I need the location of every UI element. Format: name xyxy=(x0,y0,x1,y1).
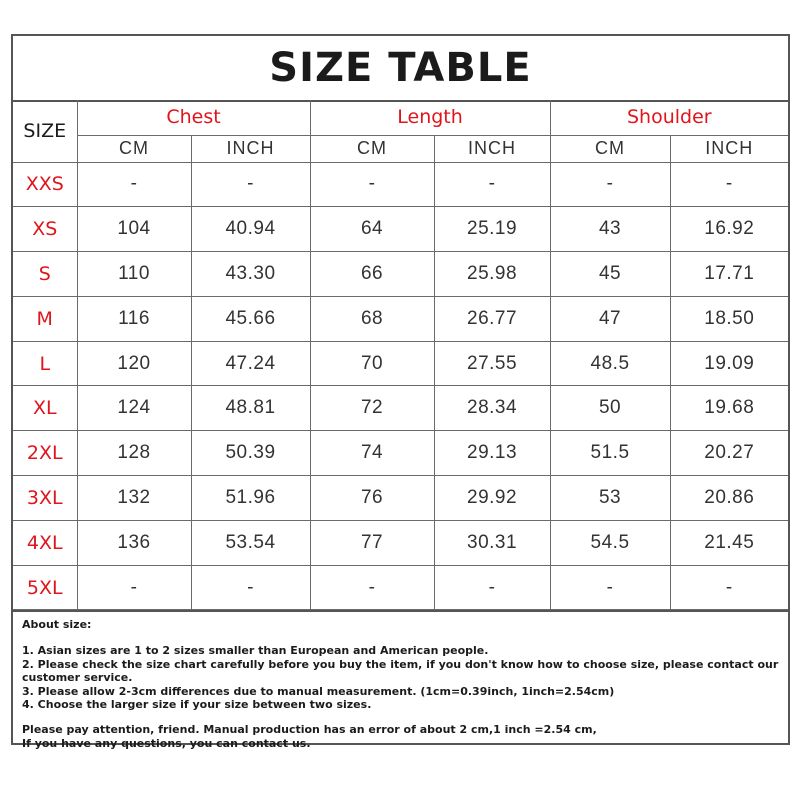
measurement-cell: 68 xyxy=(310,296,434,341)
table-row xyxy=(13,520,788,565)
measurement-cell: 53 xyxy=(550,476,670,521)
measurement-cell: 54.5 xyxy=(550,520,670,565)
measurement-cell: 64 xyxy=(310,207,434,252)
measurement-cell: 17.71 xyxy=(670,252,788,297)
measurement-cell: - xyxy=(434,565,550,610)
measurement-cell: 132 xyxy=(77,476,191,521)
footer-line: If you have any questions, you can contact us. xyxy=(22,736,311,750)
measurement-cell: 29.13 xyxy=(434,431,550,476)
measurement-cell: 104 xyxy=(77,207,191,252)
table-row xyxy=(13,207,788,252)
unit-inch-header: INCH xyxy=(434,135,550,162)
table-row xyxy=(13,341,788,386)
measurement-cell: 20.86 xyxy=(670,476,788,521)
measurement-cell: 28.34 xyxy=(434,386,550,431)
measurement-cell: 77 xyxy=(310,520,434,565)
table-row xyxy=(13,431,788,476)
measurement-cell: 76 xyxy=(310,476,434,521)
measurement-cell: 30.31 xyxy=(434,520,550,565)
measurement-cell: - xyxy=(191,565,310,610)
note-line: 4. Choose the larger size if your size between two sizes. xyxy=(22,698,372,712)
measurement-cell: - xyxy=(77,162,191,207)
measurement-cell: 21.45 xyxy=(670,520,788,565)
size-label: M xyxy=(13,296,77,341)
unit-inch-header: INCH xyxy=(670,135,788,162)
measurement-cell: 66 xyxy=(310,252,434,297)
measurement-cell: 43.30 xyxy=(191,252,310,297)
measurement-cell: - xyxy=(670,162,788,207)
measurement-cell: 43 xyxy=(550,207,670,252)
measurement-cell: - xyxy=(670,565,788,610)
measurement-cell: - xyxy=(77,565,191,610)
size-label: 5XL xyxy=(13,565,77,610)
measurement-cell: 16.92 xyxy=(670,207,788,252)
measurement-cell: 48.81 xyxy=(191,386,310,431)
size-label: 2XL xyxy=(13,431,77,476)
size-label: 4XL xyxy=(13,520,77,565)
measurement-cell: 116 xyxy=(77,296,191,341)
measurement-cell: 45 xyxy=(550,252,670,297)
measurement-cell: - xyxy=(310,565,434,610)
measurement-cell: 124 xyxy=(77,386,191,431)
size-label: XS xyxy=(13,207,77,252)
footer-line: Please pay attention, friend. Manual production has an error of about 2 cm,1 inch =2.54 cm, xyxy=(22,723,597,737)
measurement-cell: - xyxy=(310,162,434,207)
size-column-header: SIZE xyxy=(13,100,77,162)
unit-header-row xyxy=(13,135,788,162)
measurement-cell: 70 xyxy=(310,341,434,386)
size-chart-sheet xyxy=(11,34,790,750)
size-notes xyxy=(13,610,788,750)
measurement-cell: 27.55 xyxy=(434,341,550,386)
size-label: XL xyxy=(13,386,77,431)
measurement-cell: 40.94 xyxy=(191,207,310,252)
measurement-cell: 120 xyxy=(77,341,191,386)
measurement-cell: 51.96 xyxy=(191,476,310,521)
size-label: 3XL xyxy=(13,476,77,521)
measurement-cell: - xyxy=(550,162,670,207)
measurement-cell: 50 xyxy=(550,386,670,431)
unit-inch-header: INCH xyxy=(191,135,310,162)
measurement-cell: 51.5 xyxy=(550,431,670,476)
shoulder-header: Shoulder xyxy=(550,100,788,135)
measurement-cell: 53.54 xyxy=(191,520,310,565)
unit-cm-header: CM xyxy=(550,135,670,162)
size-label: XXS xyxy=(13,162,77,207)
measurement-cell: 25.19 xyxy=(434,207,550,252)
unit-cm-header: CM xyxy=(310,135,434,162)
measurement-cell: 19.09 xyxy=(670,341,788,386)
size-table-body xyxy=(13,100,788,610)
size-table xyxy=(13,100,788,610)
measurement-cell: 110 xyxy=(77,252,191,297)
chest-header: Chest xyxy=(77,100,310,135)
table-row xyxy=(13,252,788,297)
group-header-row xyxy=(13,100,788,135)
measurement-cell: 47.24 xyxy=(191,341,310,386)
measurement-cell: 19.68 xyxy=(670,386,788,431)
measurement-cell: 136 xyxy=(77,520,191,565)
measurement-cell: 25.98 xyxy=(434,252,550,297)
unit-cm-header: CM xyxy=(77,135,191,162)
measurement-cell: - xyxy=(191,162,310,207)
page-title: SIZE TABLE xyxy=(13,36,788,102)
note-line: 2. Please check the size chart carefully before you buy the item, if you don't know how to choose size, please contact our xyxy=(22,657,779,671)
measurement-cell: 74 xyxy=(310,431,434,476)
measurement-cell: 45.66 xyxy=(191,296,310,341)
notes-heading: About size: xyxy=(22,618,92,631)
note-line: 1. Asian sizes are 1 to 2 sizes smaller than European and American people. xyxy=(22,644,489,658)
measurement-cell: - xyxy=(434,162,550,207)
measurement-cell: - xyxy=(550,565,670,610)
table-row xyxy=(13,476,788,521)
size-label: L xyxy=(13,341,77,386)
size-label: S xyxy=(13,252,77,297)
note-line: 3. Please allow 2-3cm differences due to manual measurement. (1cm=0.39inch, 1inch=2.54cm) xyxy=(22,684,615,698)
table-row xyxy=(13,296,788,341)
measurement-cell: 128 xyxy=(77,431,191,476)
measurement-cell: 50.39 xyxy=(191,431,310,476)
measurement-cell: 18.50 xyxy=(670,296,788,341)
length-header: Length xyxy=(310,100,550,135)
measurement-cell: 20.27 xyxy=(670,431,788,476)
table-row xyxy=(13,386,788,431)
measurement-cell: 48.5 xyxy=(550,341,670,386)
table-row xyxy=(13,162,788,207)
measurement-cell: 47 xyxy=(550,296,670,341)
note-line: customer service. xyxy=(22,671,133,685)
table-row xyxy=(13,565,788,610)
measurement-cell: 26.77 xyxy=(434,296,550,341)
measurement-cell: 29.92 xyxy=(434,476,550,521)
measurement-cell: 72 xyxy=(310,386,434,431)
